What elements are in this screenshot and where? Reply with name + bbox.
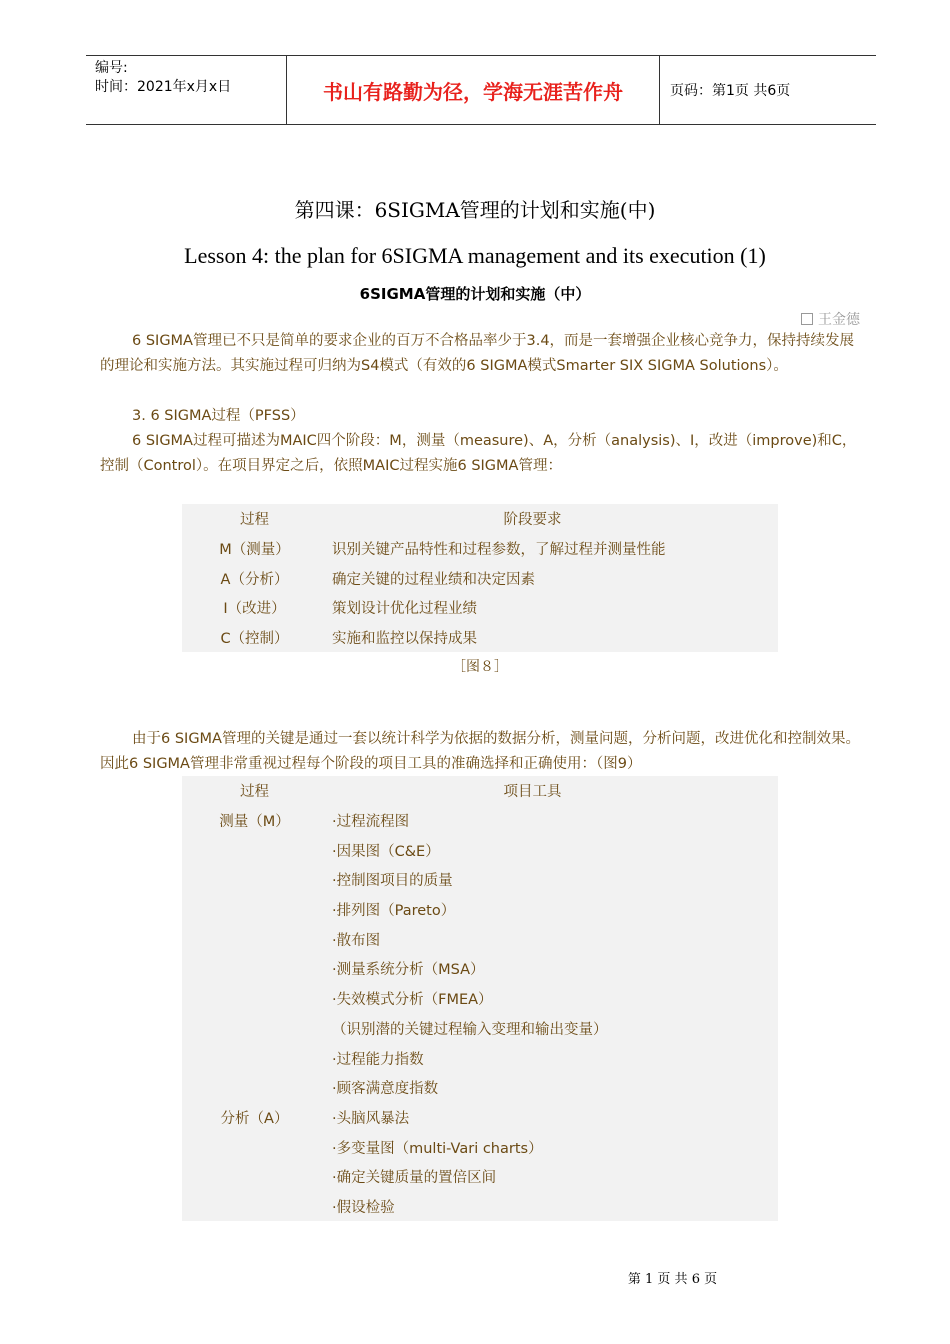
subtitle: 6SIGMA管理的计划和实施（中） [359,285,591,303]
paragraph-2: 3. 6 SIGMA过程（PFSS） [132,408,305,424]
table-cell: 实施和监控以保持成果 [332,631,477,648]
header-left-cell [86,56,287,124]
table-row [182,563,778,593]
table-row [182,1132,778,1162]
number-label: 编号: [95,60,128,76]
table-cell: M（测量） [219,542,290,559]
table-header-row [182,776,778,806]
table-cell: ·多变量图（multi-Vari charts） [332,1140,543,1157]
table-cell: ·假设检验 [332,1199,395,1216]
table-cell: （识别潜的关键过程输入变理和输出变量） [332,1021,608,1038]
title-english: Lesson 4: the plan for 6SIGMA management and its execution (1) [184,243,766,268]
table-cell: ·因果图（C&E） [332,843,440,860]
table-row [182,623,778,653]
table-row [182,534,778,564]
author [801,309,860,329]
table-row [182,1103,778,1133]
table-row [182,1043,778,1073]
checkbox-icon [801,313,813,325]
table-cell: 识别关键产品特性和过程参数，了解过程并测量性能 [332,542,666,559]
table-row [182,1192,778,1222]
table-header-row [182,504,778,534]
time-label: 时间：2021年x月x日 [95,79,232,95]
table-cell: ·控制图项目的质量 [332,873,453,890]
table-row [182,865,778,895]
table-header-cell: 项目工具 [503,784,562,801]
table-row [182,984,778,1014]
table-row [182,895,778,925]
stage-requirements-table [182,504,778,652]
title-chinese: 第四课：6SIGMA管理的计划和实施(中) [294,198,656,222]
table-cell: A（分析） [220,571,289,588]
table-header-cell: 过程 [240,784,269,801]
table-cell: ·头脑风暴法 [332,1110,410,1127]
table-cell: ·排列图（Pareto） [332,903,456,920]
header-table [86,55,876,125]
table-row [182,835,778,865]
table-cell: ·散布图 [332,932,381,949]
table-row [182,1014,778,1044]
table-cell: I（改进） [223,601,286,618]
table-cell: ·顾客满意度指数 [332,1081,439,1098]
table-row [182,593,778,623]
figure-8-caption: ［图８］ [452,659,508,675]
table-row [182,1162,778,1192]
table-header-cell: 过程 [240,512,269,529]
paragraph-3: 6 SIGMA过程可描述为MAIC四个阶段：M，测量（measure)、A，分析（analysis)、I，改进（improve)和C，控制（Control）。在项目界定之后，依照MAIC过程实施6 SIGMA管理： [100,433,857,474]
table-cell: 分析（A） [220,1110,289,1127]
table-row [182,924,778,954]
header-page-label: 页码：第1页 共6页 [670,83,791,99]
author-name: 王金德 [818,312,860,328]
page-footer: 第 1 页 共 6 页 [627,1272,718,1287]
table-row [182,954,778,984]
table-cell: ·确定关键质量的置倍区间 [332,1170,497,1187]
paragraph-4: 由于6 SIGMA管理的关键是通过一套以统计科学为依据的数据分析，测量问题，分析问题，改进优化和控制效果。因此6 SIGMA管理非常重视过程每个阶段的项目工具的准确选择和正确使用：（图9） [100,731,860,772]
table-header-cell: 阶段要求 [503,512,562,529]
table-cell: 确定关键的过程业绩和决定因素 [332,571,535,588]
table-cell: 测量（M） [219,814,290,831]
table-cell: ·过程流程图 [332,814,410,831]
table-cell: ·失效模式分析（FMEA） [332,992,493,1009]
table-cell: ·过程能力指数 [332,1051,424,1068]
project-tools-table [182,776,778,1221]
header-motto: 书山有路勤为径，学海无涯苦作舟 [287,56,660,124]
table-cell: 策划设计优化过程业绩 [332,601,477,618]
table-cell: ·测量系统分析（MSA） [332,962,485,979]
paragraph-1: 6 SIGMA管理已不只是简单的要求企业的百万不合格品率少于3.4，而是一套增强企业核心竞争力，保持持续发展的理论和实施方法。其实施过程可归纳为S4模式（有效的6 SIGMA模式Smarter SIX SIGMA Solutions）。 [100,333,855,374]
table-row [182,1073,778,1103]
table-row [182,806,778,836]
table-cell: C（控制） [220,631,289,648]
